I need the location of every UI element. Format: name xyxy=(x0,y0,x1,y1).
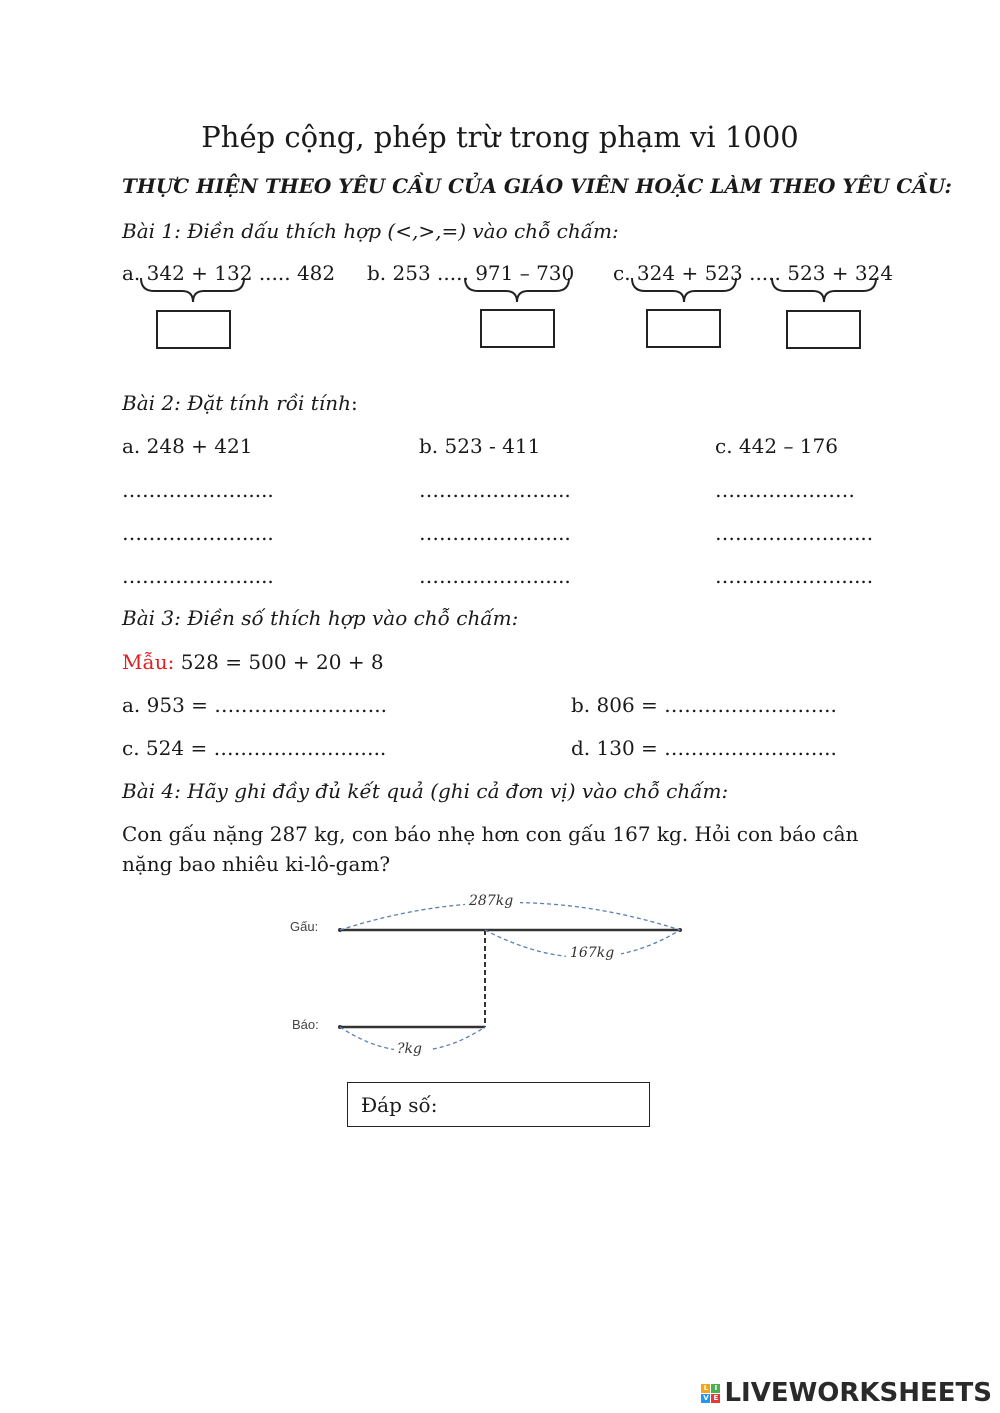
bai2-heading-colon: : xyxy=(350,391,358,415)
bai2-item-c: c. 442 – 176 xyxy=(715,434,838,458)
logo-text: LIVEWORKSHEETS xyxy=(724,1378,992,1408)
bai2-c-line1[interactable]: ………………… xyxy=(715,478,855,502)
logo-icon-l: L xyxy=(701,1384,710,1393)
bai2-item-a: a. 248 + 421 xyxy=(122,434,253,458)
bai2-b-line2[interactable]: ………………..... xyxy=(419,521,571,545)
label-bear: Gấu: xyxy=(290,919,319,934)
bai2-a-line2[interactable]: ………………..... xyxy=(122,521,274,545)
liveworksheets-logo xyxy=(701,1378,992,1408)
bai1-c: c. 324 + 523 ..... 523 + 324 xyxy=(613,261,894,285)
label-total: 287kg xyxy=(469,893,514,909)
logo-icon xyxy=(701,1384,720,1403)
bai4-problem-line2: nặng bao nhiêu ki-lô-gam? xyxy=(122,852,391,876)
bai3-c[interactable]: c. 524 = …………………….. xyxy=(122,736,387,760)
bai3-d[interactable]: d. 130 = …………………….. xyxy=(571,736,837,760)
bai3-a[interactable]: a. 953 = …………………….. xyxy=(122,693,387,717)
logo-icon-v: V xyxy=(703,1393,709,1402)
bai3-heading: Bài 3: Điền số thích hợp vào chỗ chấm: xyxy=(122,606,519,630)
bai2-heading-text: Bài 2: Đặt tính rồi tính xyxy=(122,391,351,415)
bai2-item-b: b. 523 - 411 xyxy=(419,434,541,458)
bai1-heading: Bài 1: Điền dấu thích hợp (<,>,=) vào chỗ chấm: xyxy=(122,219,619,243)
logo-icon-i: I xyxy=(711,1384,720,1393)
bai2-b-line1[interactable]: ………………..... xyxy=(419,478,571,502)
bai2-c-line3[interactable]: ………………...... xyxy=(715,564,874,588)
label-leopard: Báo: xyxy=(292,1017,319,1032)
answer-label: Đáp số: xyxy=(361,1093,438,1117)
label-diff: 167kg xyxy=(570,945,615,961)
instruction: THỰC HIỆN THEO YÊU CẦU CỦA GIÁO VIÊN HOẶC LÀM THEO YÊU CẦU: xyxy=(122,174,952,198)
bai2-a-line1[interactable]: ………………..... xyxy=(122,478,274,502)
bai2-c-line2[interactable]: ………………...... xyxy=(715,521,874,545)
example-label: Mẫu: xyxy=(122,650,175,674)
bai3-b[interactable]: b. 806 = …………………….. xyxy=(571,693,837,717)
bai2-a-line3[interactable]: ………………..... xyxy=(122,564,274,588)
bai1-a: a. 342 + 132 ..... 482 xyxy=(122,261,336,285)
bai1-b: b. 253 ..... 971 – 730 xyxy=(367,261,575,285)
logo-icon-e: E xyxy=(711,1394,720,1403)
label-unknown: ?kg xyxy=(397,1041,422,1057)
bai4-heading: Bài 4: Hãy ghi đầy đủ kết quả (ghi cả đơn vị) vào chỗ chấm: xyxy=(122,779,729,803)
page-title: Phép cộng, phép trừ trong phạm vi 1000 xyxy=(201,120,799,154)
bai4-problem-line1: Con gấu nặng 287 kg, con báo nhẹ hơn con gấu 167 kg. Hỏi con báo cân xyxy=(122,822,859,846)
bai2-b-line3[interactable]: ………………..... xyxy=(419,564,571,588)
example-text: 528 = 500 + 20 + 8 xyxy=(174,650,384,674)
